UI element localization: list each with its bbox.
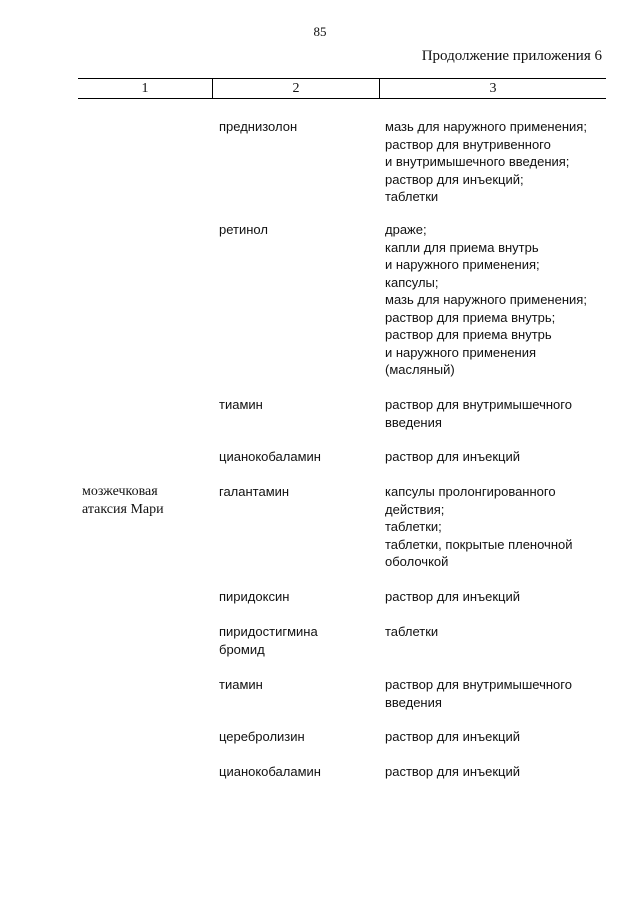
- drug-name-line: галантамин: [219, 484, 290, 499]
- dosage-form-line: таблетки;: [385, 519, 442, 534]
- dosage-form-line: введения: [385, 694, 442, 710]
- dosage-form-line: раствор для приема внутрь: [385, 327, 552, 342]
- dosage-form-line: капли для приема внутрь: [385, 239, 539, 255]
- dosage-forms-cell: [385, 763, 615, 781]
- dosage-forms-cell: [385, 221, 615, 379]
- column-header-1: 1: [78, 79, 213, 98]
- dosage-forms-cell: [385, 448, 615, 466]
- dosage-form-line: и внутримышечного введения;: [385, 154, 570, 169]
- drug-name-line: бромид: [219, 641, 265, 657]
- drug-name-line: тиамин: [219, 397, 263, 412]
- table-header-row: [78, 78, 606, 99]
- drug-name-line: тиамин: [219, 677, 263, 692]
- page-number: 85: [313, 24, 327, 39]
- drug-name-cell: [219, 623, 369, 658]
- dosage-forms-cell: [385, 728, 615, 746]
- disease-line: атаксия Мари: [82, 501, 164, 517]
- dosage-form-line: раствор для инъекций: [385, 589, 521, 604]
- dosage-form-line: введения: [385, 414, 442, 430]
- dosage-form-line: раствор для внутримышечного: [385, 677, 572, 692]
- dosage-form-line: таблетки: [385, 189, 439, 204]
- column-header-3: 3: [489, 81, 497, 96]
- drug-name-cell: [219, 728, 369, 746]
- dosage-form-line: раствор для инъекций;: [385, 171, 524, 187]
- drug-name-cell: [219, 588, 369, 606]
- drug-name-line: цианокобаламин: [219, 449, 321, 464]
- disease-cell: [82, 483, 210, 518]
- dosage-form-line: таблетки, покрытые пленочной: [385, 536, 573, 552]
- drug-name-cell: [219, 763, 369, 781]
- dosage-forms-cell: [385, 623, 615, 641]
- dosage-form-line: раствор для приема внутрь;: [385, 309, 556, 325]
- drug-name-cell: [219, 118, 369, 136]
- disease-line: мозжечковая: [82, 484, 158, 499]
- drug-name-line: ретинол: [219, 222, 268, 237]
- dosage-form-line: (масляный): [385, 362, 455, 377]
- dosage-form-line: мазь для наружного применения;: [385, 119, 587, 134]
- dosage-form-line: и наружного применения;: [385, 257, 540, 272]
- drug-name-cell: [219, 221, 369, 239]
- drug-name-line: преднизолон: [219, 119, 298, 134]
- dosage-form-line: капсулы;: [385, 274, 439, 290]
- dosage-forms-cell: [385, 676, 615, 711]
- dosage-form-line: раствор для инъекций: [385, 729, 521, 744]
- dosage-form-line: раствор для внутримышечного: [385, 397, 572, 412]
- drug-name-cell: [219, 676, 369, 694]
- dosage-form-line: мазь для наружного применения;: [385, 292, 587, 307]
- dosage-forms-cell: [385, 483, 615, 571]
- drug-name-cell: [219, 448, 369, 466]
- dosage-form-line: оболочкой: [385, 554, 449, 569]
- dosage-form-line: и наружного применения: [385, 344, 537, 360]
- dosage-form-line: раствор для инъекций: [385, 449, 521, 464]
- drug-name-cell: [219, 483, 369, 501]
- dosage-form-line: раствор для внутривенного: [385, 136, 551, 152]
- appendix-continuation-heading: Продолжение приложения 6: [421, 48, 602, 64]
- drug-name-line: пиридоксин: [219, 589, 290, 604]
- dosage-form-line: раствор для инъекций: [385, 764, 521, 779]
- dosage-form-line: действия;: [385, 501, 445, 517]
- dosage-forms-cell: [385, 396, 615, 431]
- dosage-form-line: драже;: [385, 222, 427, 237]
- column-header-2: 2: [213, 79, 380, 98]
- drug-name-line: цианокобаламин: [219, 764, 321, 779]
- drug-name-line: церебролизин: [219, 729, 305, 744]
- dosage-forms-cell: [385, 118, 615, 206]
- dosage-form-line: таблетки: [385, 624, 439, 639]
- drug-name-line: пиридостигмина: [219, 624, 318, 639]
- drug-name-cell: [219, 396, 369, 414]
- dosage-forms-cell: [385, 588, 615, 606]
- dosage-form-line: капсулы пролонгированного: [385, 484, 556, 499]
